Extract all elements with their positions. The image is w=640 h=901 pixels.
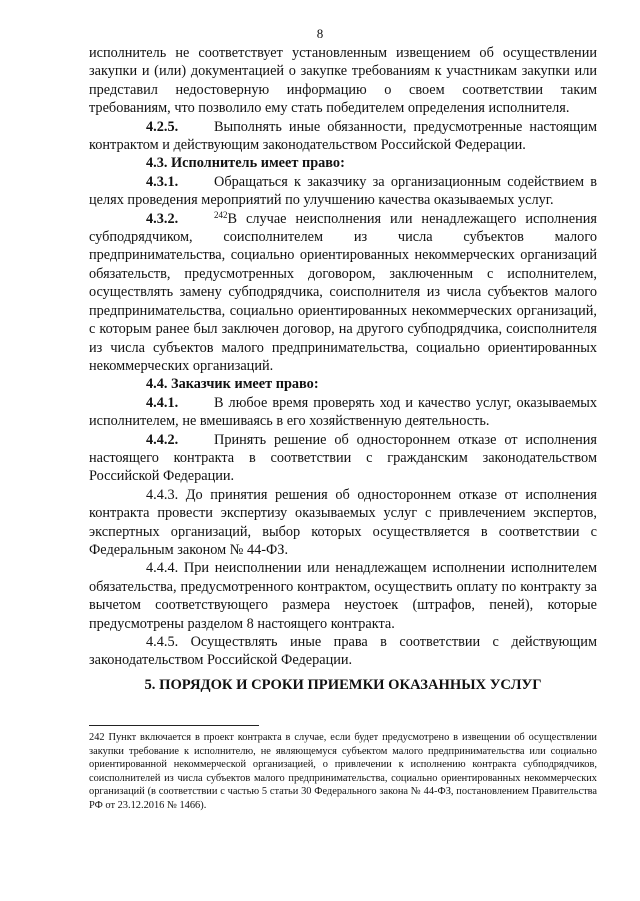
clause-text: В случае неисполнения или ненадлежащего исполнения субподрядчиком, соисполнителем из числа субъектов малого предпринимательства, социально ориентированных некоммерческих организаций обязательств, предусмотренных договором, заключенным с исполнителем, осуществлять замену субподрядчика, соисполнителя из числа субъектов малого предпринимательства, социально ориентированных некоммерческих организаций, с которым ранее был заключен договор, на другого субподрядчика, соисполнителя из числа субъектов малого предпринимательства, социально ориентированных некоммерческих организаций. [89, 210, 597, 374]
clause-4-3-2 [89, 210, 597, 376]
clause-4-4-1 [89, 394, 597, 431]
clause-4-4-5: 4.4.5. Осуществлять иные права в соответствии с действующим законодательством Российской Федерации. [89, 634, 597, 669]
clause-number: 4.2.5. [146, 118, 179, 135]
clause-4-3-1 [89, 173, 597, 210]
footnote-separator [89, 725, 259, 726]
clause-text: Принять решение об одностороннем отказе от исполнения настоящего контракта в соответствии с гражданским законодательством Российской Федерации. [89, 431, 597, 485]
heading-4-3: 4.3. Исполнитель имеет право: [146, 155, 345, 172]
clause-number: 4.4.2. [146, 431, 179, 448]
paragraph-continuation: исполнитель не соответствует установленным извещением об осуществлении закупки и (или) документацией о закупке требованиям к участникам закупки или представил недостоверную информацию о своем соответствии таким требованиям, что позволило ему стать победителем определения исполнителя. [89, 45, 597, 117]
clause-text: Обращаться к заказчику за организационным содействием в целях проведения мероприятий по улучшению качества оказываемых услуг. [89, 173, 597, 209]
clause-number: 4.4.1. [146, 394, 179, 411]
footnote-reference[interactable]: 242 [214, 209, 228, 220]
heading-4-4: 4.4. Заказчик имеет право: [146, 376, 319, 393]
section-5-title: 5. ПОРЯДОК И СРОКИ ПРИЕМКИ ОКАЗАННЫХ УСЛУГ [144, 677, 542, 693]
page-number: 8 [316, 26, 324, 41]
clause-number: 4.3.2. [146, 210, 179, 227]
footnote-242: 242 Пункт включается в проект контракта в случае, если будет предусмотрено в извещении об осуществлении закупки требование к исполнителю, не являющемуся субъектом малого предпринимательства или социально ориентированной некоммерческой организацией, о привлечении к исполнению контракта субподрядчиков, соисполнителей из числа субъектов малого предпринимательства, социально ориентированных некоммерческих организаций (в соответствии с частью 5 статьи 30 Федерального закона № 44-ФЗ, постановлением Правительства РФ от 23.12.2016 № 1466). [89, 732, 597, 811]
clause-4-4-4: 4.4.4. При неисполнении или ненадлежащем исполнении исполнителем обязательства, предусмотренного контрактом, осуществить оплату по контракту за вычетом соответствующего размера неустоек (штрафов, пеней), которые предусмотрены разделом 8 настоящего контракта. [89, 560, 597, 632]
document-body [89, 44, 597, 670]
clause-number: 4.3.1. [146, 173, 179, 190]
clause-4-2-5 [89, 118, 597, 155]
clause-text: В любое время проверять ход и качество услуг, оказываемых исполнителем, не вмешиваясь в его хозяйственную деятельность. [89, 394, 597, 430]
clause-text: Выполнять иные обязанности, предусмотренные настоящим контрактом и действующим законодательством Российской Федерации. [89, 118, 597, 154]
clause-4-4-3: 4.4.3. До принятия решения об одностороннем отказе от исполнения контракта провести экспертизу оказываемых услуг с привлечением экспертов, экспертных организаций, выбор которых осуществляется в соответствии с Федеральным законом № 44-ФЗ. [89, 486, 597, 558]
clause-4-4-2 [89, 431, 597, 486]
